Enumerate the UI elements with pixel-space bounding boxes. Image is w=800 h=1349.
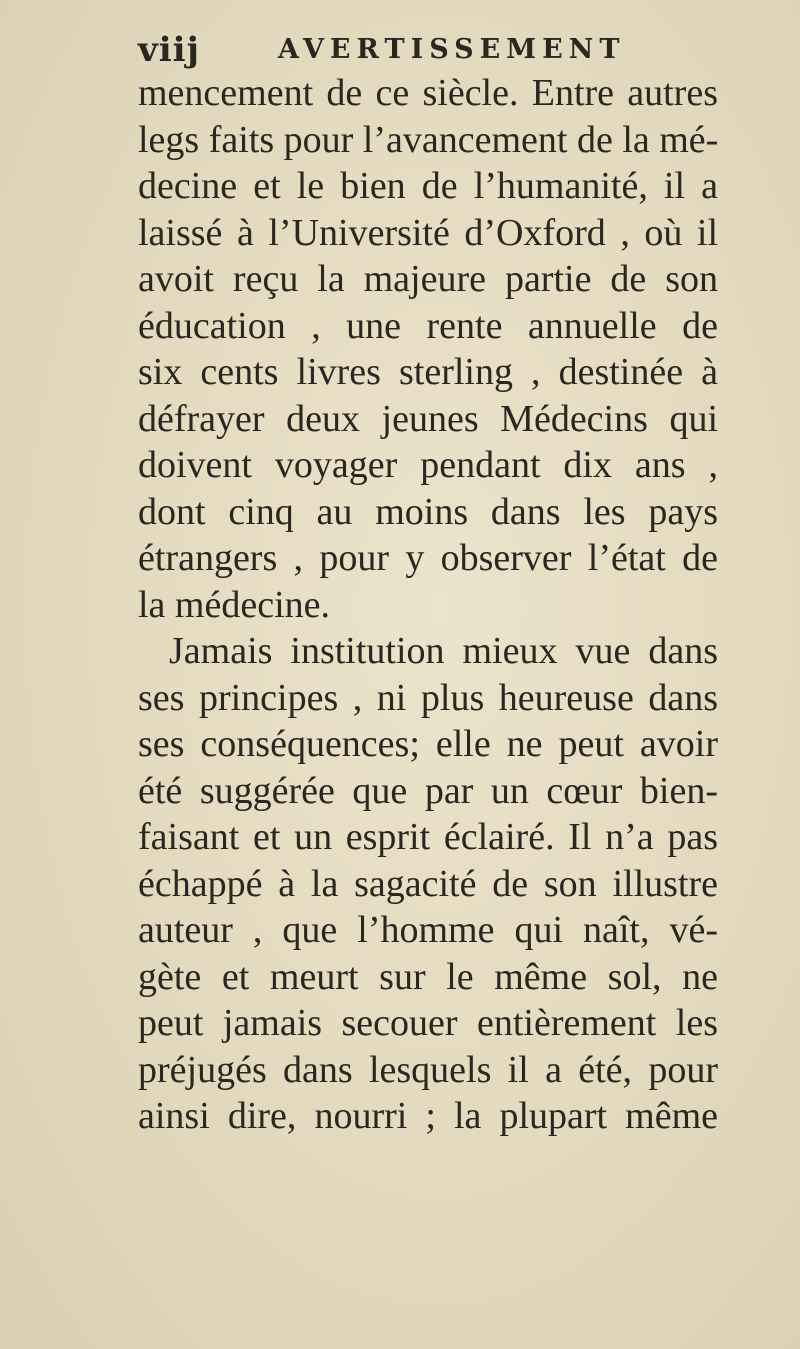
text-line: doivent voyager pendant dix ans , xyxy=(138,444,718,486)
running-head: AVERTISSEMENT xyxy=(278,34,626,65)
text-line: faisant et un esprit éclairé. Il n’a pas xyxy=(138,816,718,858)
text-line: éducation , une rente annuelle de xyxy=(138,304,718,347)
text-line: la médecine. xyxy=(138,583,331,626)
text-line: été suggérée que par un cœur bien- xyxy=(138,769,718,812)
text-line: avoit reçu la majeure partie de son xyxy=(138,258,718,300)
text-line: decine et le bien de l’humanité, il a xyxy=(138,165,718,207)
text-line: ainsi dire, nourri ; la plupart même xyxy=(138,1095,718,1137)
page-header xyxy=(138,30,718,70)
text-line: legs faits pour l’avancement de la mé- xyxy=(138,118,719,161)
text-line: six cents livres sterling , destinée à xyxy=(138,351,718,393)
text-line: préjugés dans lesquels il a été, pour xyxy=(138,1048,718,1091)
text-line: échappé à la sagacité de son illustre xyxy=(138,862,718,905)
text-line: gète et meurt sur le même sol, ne xyxy=(138,955,718,998)
text-line: dont cinq au moins dans les pays xyxy=(138,490,718,533)
text-line: peut jamais secouer entièrement les xyxy=(138,1002,718,1044)
text-line: étrangers , pour y observer l’état de xyxy=(138,537,718,579)
text-line: mencement de ce siècle. Entre autres xyxy=(138,72,718,114)
text-line: ses conséquences; elle ne peut avoir xyxy=(138,723,718,765)
text-line: Jamais institution mieux vue dans xyxy=(169,630,718,672)
text-line: défrayer deux jeunes Médecins qui xyxy=(138,397,718,440)
text-line: laissé à l’Université d’Oxford , où il xyxy=(138,211,718,254)
text-line: ses principes , ni plus heureuse dans xyxy=(138,676,718,719)
body-text xyxy=(138,70,718,1140)
text-line: auteur , que l’homme qui naît, vé- xyxy=(138,909,718,951)
page-number: viij xyxy=(138,30,200,70)
